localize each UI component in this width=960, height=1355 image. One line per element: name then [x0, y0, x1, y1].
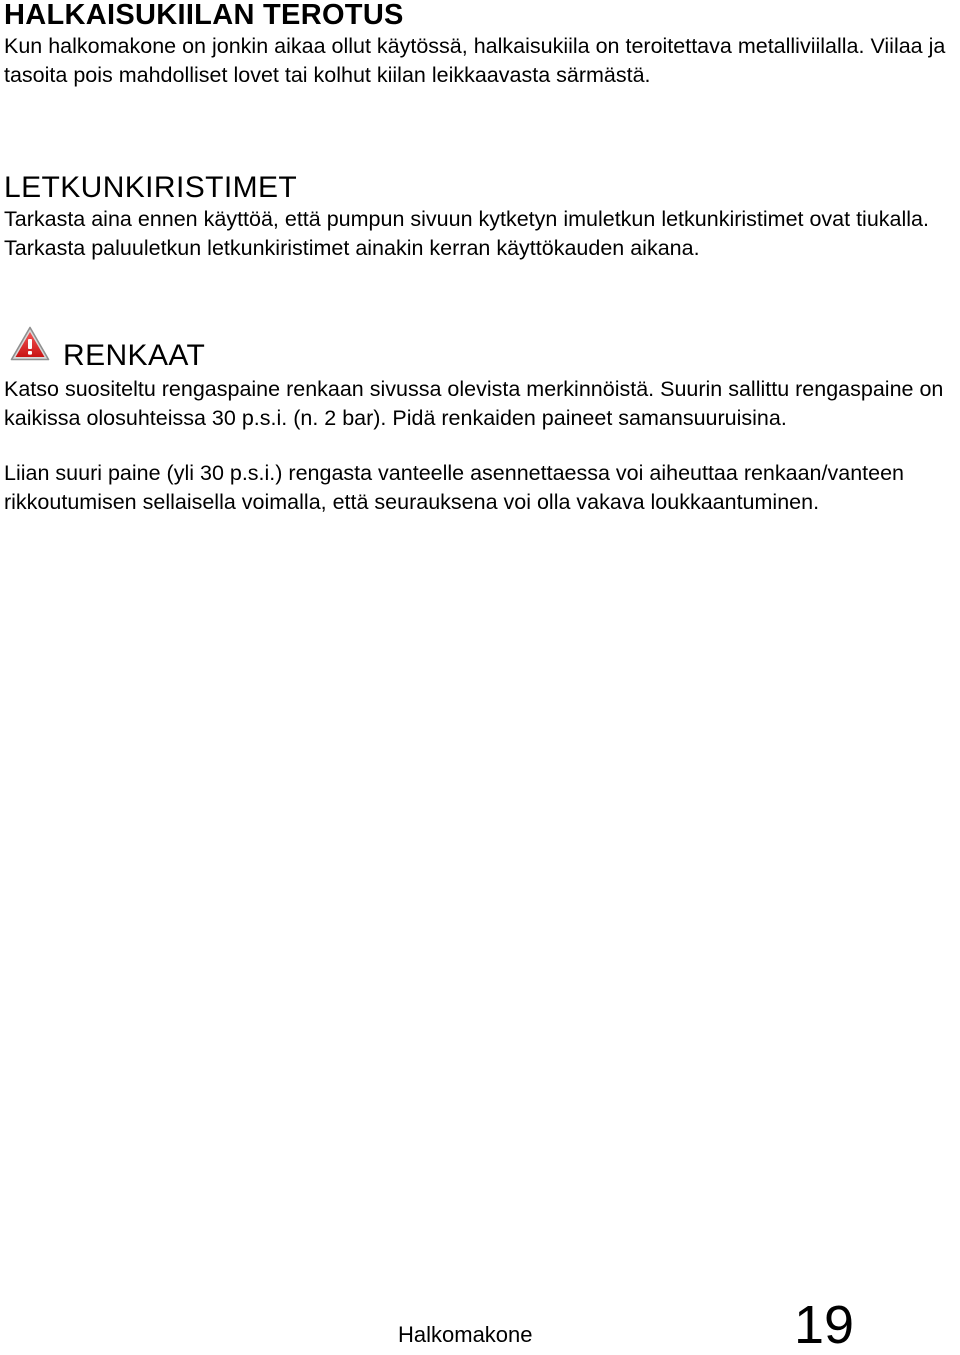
- section-letkunkiristimet: [4, 172, 954, 262]
- section-heading: HALKAISUKIILAN TEROTUS: [4, 0, 404, 31]
- section-renkaat: [4, 340, 954, 516]
- section-body: Katso suositeltu rengaspaine renkaan sivussa olevista merkinnöistä. Suurin sallittu rengaspaine on kaikissa olosuhteissa 30 p.s.i. (n. 2 bar). Pidä renkaiden paineet samansuuruisina.: [4, 377, 944, 430]
- section-heading: RENKAAT: [63, 339, 206, 372]
- footer-page-number: 19: [794, 1295, 855, 1355]
- section-halkaisukiilan-terotus: [4, 0, 954, 89]
- footer-document-title: Halkomakone: [398, 1322, 533, 1347]
- section-body: Kun halkomakone on jonkin aikaa ollut käytössä, halkaisukiila on teroitettava metalliviilalla. Viilaa ja tasoita pois mahdolliset lovet tai kolhut kiilan leikkaavasta särmästä.: [4, 34, 946, 87]
- section-body: Tarkasta aina ennen käyttöä, että pumpun sivuun kytketyn imuletkun letkunkiristimet ovat tiukalla. Tarkasta paluuletkun letkunkiristimet ainakin kerran käyttökauden aikana.: [4, 207, 929, 260]
- section-heading: LETKUNKIRISTIMET: [4, 171, 298, 204]
- section-body-warning: Liian suuri paine (yli 30 p.s.i.) rengasta vanteelle asennettaessa voi aiheuttaa renkaan/vanteen rikkoutumisen sellaisella voimalla, että seurauksena voi olla vakava loukkaantuminen.: [4, 461, 904, 514]
